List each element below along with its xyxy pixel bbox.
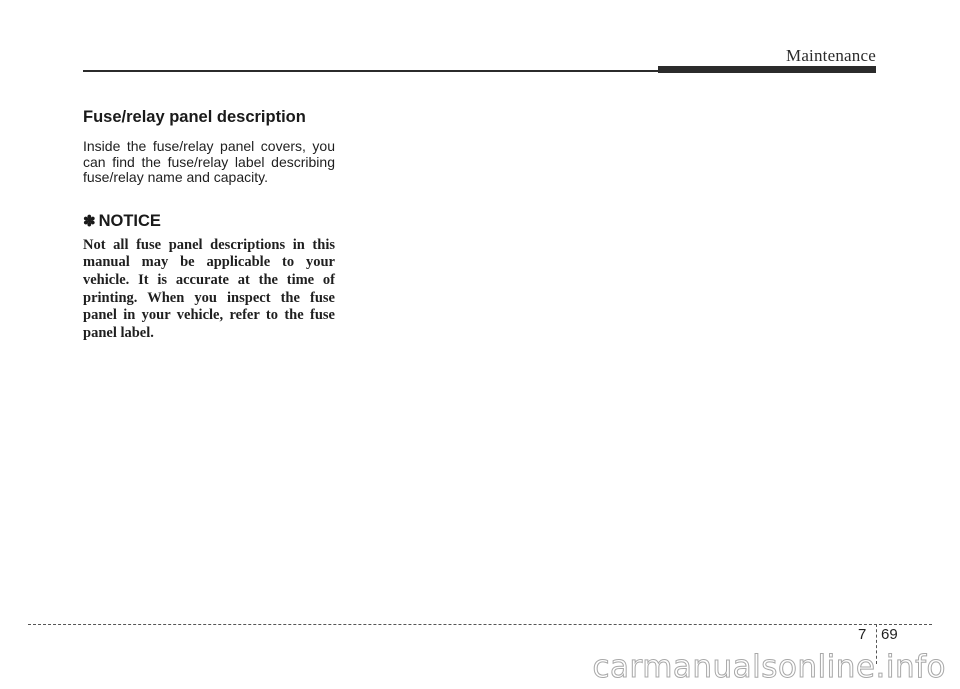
- page-number: 69: [881, 626, 898, 643]
- watermark: carmanualsonline.info: [592, 649, 946, 685]
- notice-title: NOTICE: [98, 211, 161, 230]
- description-paragraph: Inside the fuse/relay panel covers, you can find the fuse/relay label describing fuse/relay name and capacity.: [83, 138, 335, 186]
- main-content: [83, 108, 335, 342]
- asterisk-cross-icon: ✽: [83, 213, 96, 231]
- chapter-number: 7: [858, 626, 867, 643]
- header-rule-thick: [658, 66, 876, 73]
- footer-rule: [28, 624, 932, 625]
- notice-heading: [83, 212, 335, 231]
- notice-text: Not all fuse panel descriptions in this manual may be applicable to your vehicle. It is accurate at the time of printing. When you inspect the fuse panel in your vehicle, refer to the fuse panel label.: [83, 236, 335, 341]
- section-heading: Fuse/relay panel description: [83, 108, 306, 126]
- header-rule-thin: [83, 70, 663, 72]
- section-title: Maintenance: [786, 46, 876, 65]
